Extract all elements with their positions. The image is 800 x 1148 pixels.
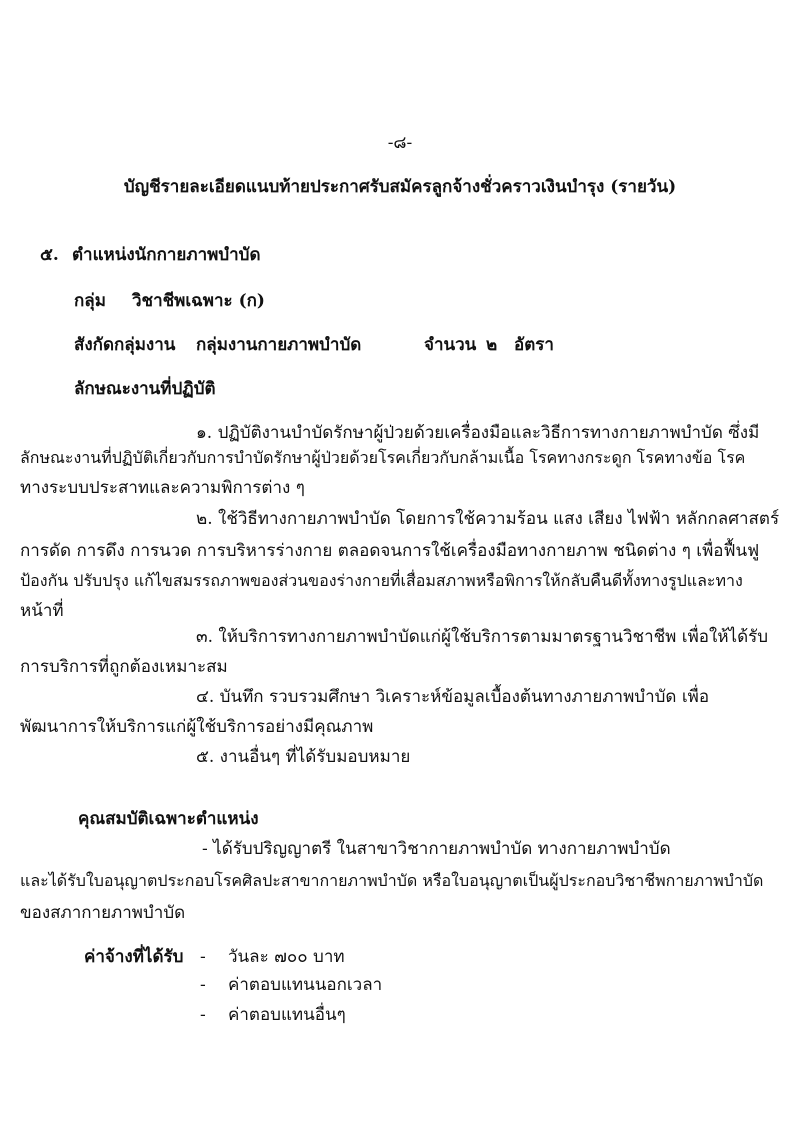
duties-heading: ลักษณะงานที่ปฏิบัติ — [74, 379, 216, 399]
wages-label: ค่าจ้างที่ได้รับ — [84, 947, 184, 967]
duty-line: หน้าที่ — [20, 601, 64, 621]
duty-line: ลักษณะงานที่ปฏิบัติเกี่ยวกับการบำบัดรักษาผู้ป่วยด้วยโรคเกี่ยวกับกล้ามเนื้อ โรคทางกระดูก โรคทางข้อ โรค — [20, 448, 746, 467]
wage-item — [200, 974, 500, 996]
group-row — [74, 290, 674, 312]
wage-item — [200, 946, 500, 968]
document-title: บัญชีรายละเอียดแนบท้ายประกาศรับสมัครลูกจ้างชั่วคราวเงินบำรุง (รายวัน) — [123, 177, 677, 197]
group-value: วิชาชีพเฉพาะ (ก) — [132, 291, 265, 311]
affiliation-label: สังกัดกลุ่มงาน — [74, 335, 176, 355]
page-number: -๘- — [387, 133, 413, 153]
duty-line: ป้องกัน ปรับปรุง แก้ไขสมรรถภาพของส่วนของร่างกายที่เสื่อมสภาพหรือพิการให้กลับคืนดีทั้งทางรูปและทาง — [20, 571, 743, 590]
affiliation-value: กลุ่มงานกายภาพบำบัด — [196, 335, 362, 355]
duty-line: ๓. ให้บริการทางกายภาพบำบัดแก่ผู้ใช้บริการตามมาตรฐานวิชาชีพ เพื่อให้ได้รับ — [196, 627, 769, 647]
count-label: จำนวน — [424, 335, 477, 355]
wage-item — [200, 1004, 500, 1026]
duty-line: การดัด การดึง การนวด การบริหารร่างกาย ตลอดจนการใช้เครื่องมือทางกายภาพ ชนิดต่าง ๆ เพื่อฟื้นฟู — [20, 541, 760, 561]
duty-line: ๒. ใช้วิธีทางกายภาพบำบัด โดยการใช้ความร้อน แสง เสียง ไฟฟ้า หลักกลศาสตร์ — [196, 509, 780, 529]
wage-text: วันละ ๗๐๐ บาท — [228, 947, 345, 967]
wage-text: ค่าตอบแทนอื่นๆ — [228, 1005, 346, 1025]
wage-dash: - — [200, 1005, 206, 1025]
qualifications-heading: คุณสมบัติเฉพาะตำแหน่ง — [78, 809, 259, 829]
affiliation-row — [74, 334, 774, 356]
position-number: ๕. — [40, 245, 59, 265]
duty-line: ๔. บันทึก รวบรวมศึกษา วิเคราะห์ข้อมูลเบื้องต้นทางภายภาพบำบัด เพื่อ — [196, 687, 710, 707]
duty-line: การบริการที่ถูกต้องเหมาะสม — [20, 657, 228, 677]
duty-line: ๕. งานอื่นๆ ที่ได้รับมอบหมาย — [196, 747, 411, 767]
wage-text: ค่าตอบแทนนอกเวลา — [228, 975, 383, 995]
qualification-line: ของสภากายภาพบำบัด — [20, 903, 186, 923]
qualification-line: - ได้รับปริญญาตรี ในสาขาวิชากายภาพบำบัด ทางกายภาพบำบัด — [202, 839, 671, 859]
duty-line: พัฒนาการให้บริการแก่ผู้ใช้บริการอย่างมีคุณภาพ — [20, 717, 374, 737]
qualification-line: และได้รับใบอนุญาตประกอบโรคศิลปะสาขากายภาพบำบัด หรือใบอนุญาตเป็นผู้ประกอบวิชาชีพกายภาพบำบัด — [20, 871, 764, 890]
wage-dash: - — [200, 947, 206, 967]
duty-line: ๑. ปฏิบัติงานบำบัดรักษาผู้ป่วยด้วยเครื่องมือและวิธีการทางกายภาพบำบัด ซึ่งมี — [196, 423, 760, 443]
group-label: กลุ่ม — [74, 291, 106, 311]
position-title: ตำแหน่งนักกายภาพบำบัด — [72, 245, 261, 265]
count-unit: อัตรา — [514, 335, 554, 355]
position-heading — [40, 244, 740, 266]
wage-dash: - — [200, 975, 206, 995]
duty-line: ทางระบบประสาทและความพิการต่าง ๆ — [20, 478, 305, 498]
count-value: ๒ — [486, 335, 498, 355]
